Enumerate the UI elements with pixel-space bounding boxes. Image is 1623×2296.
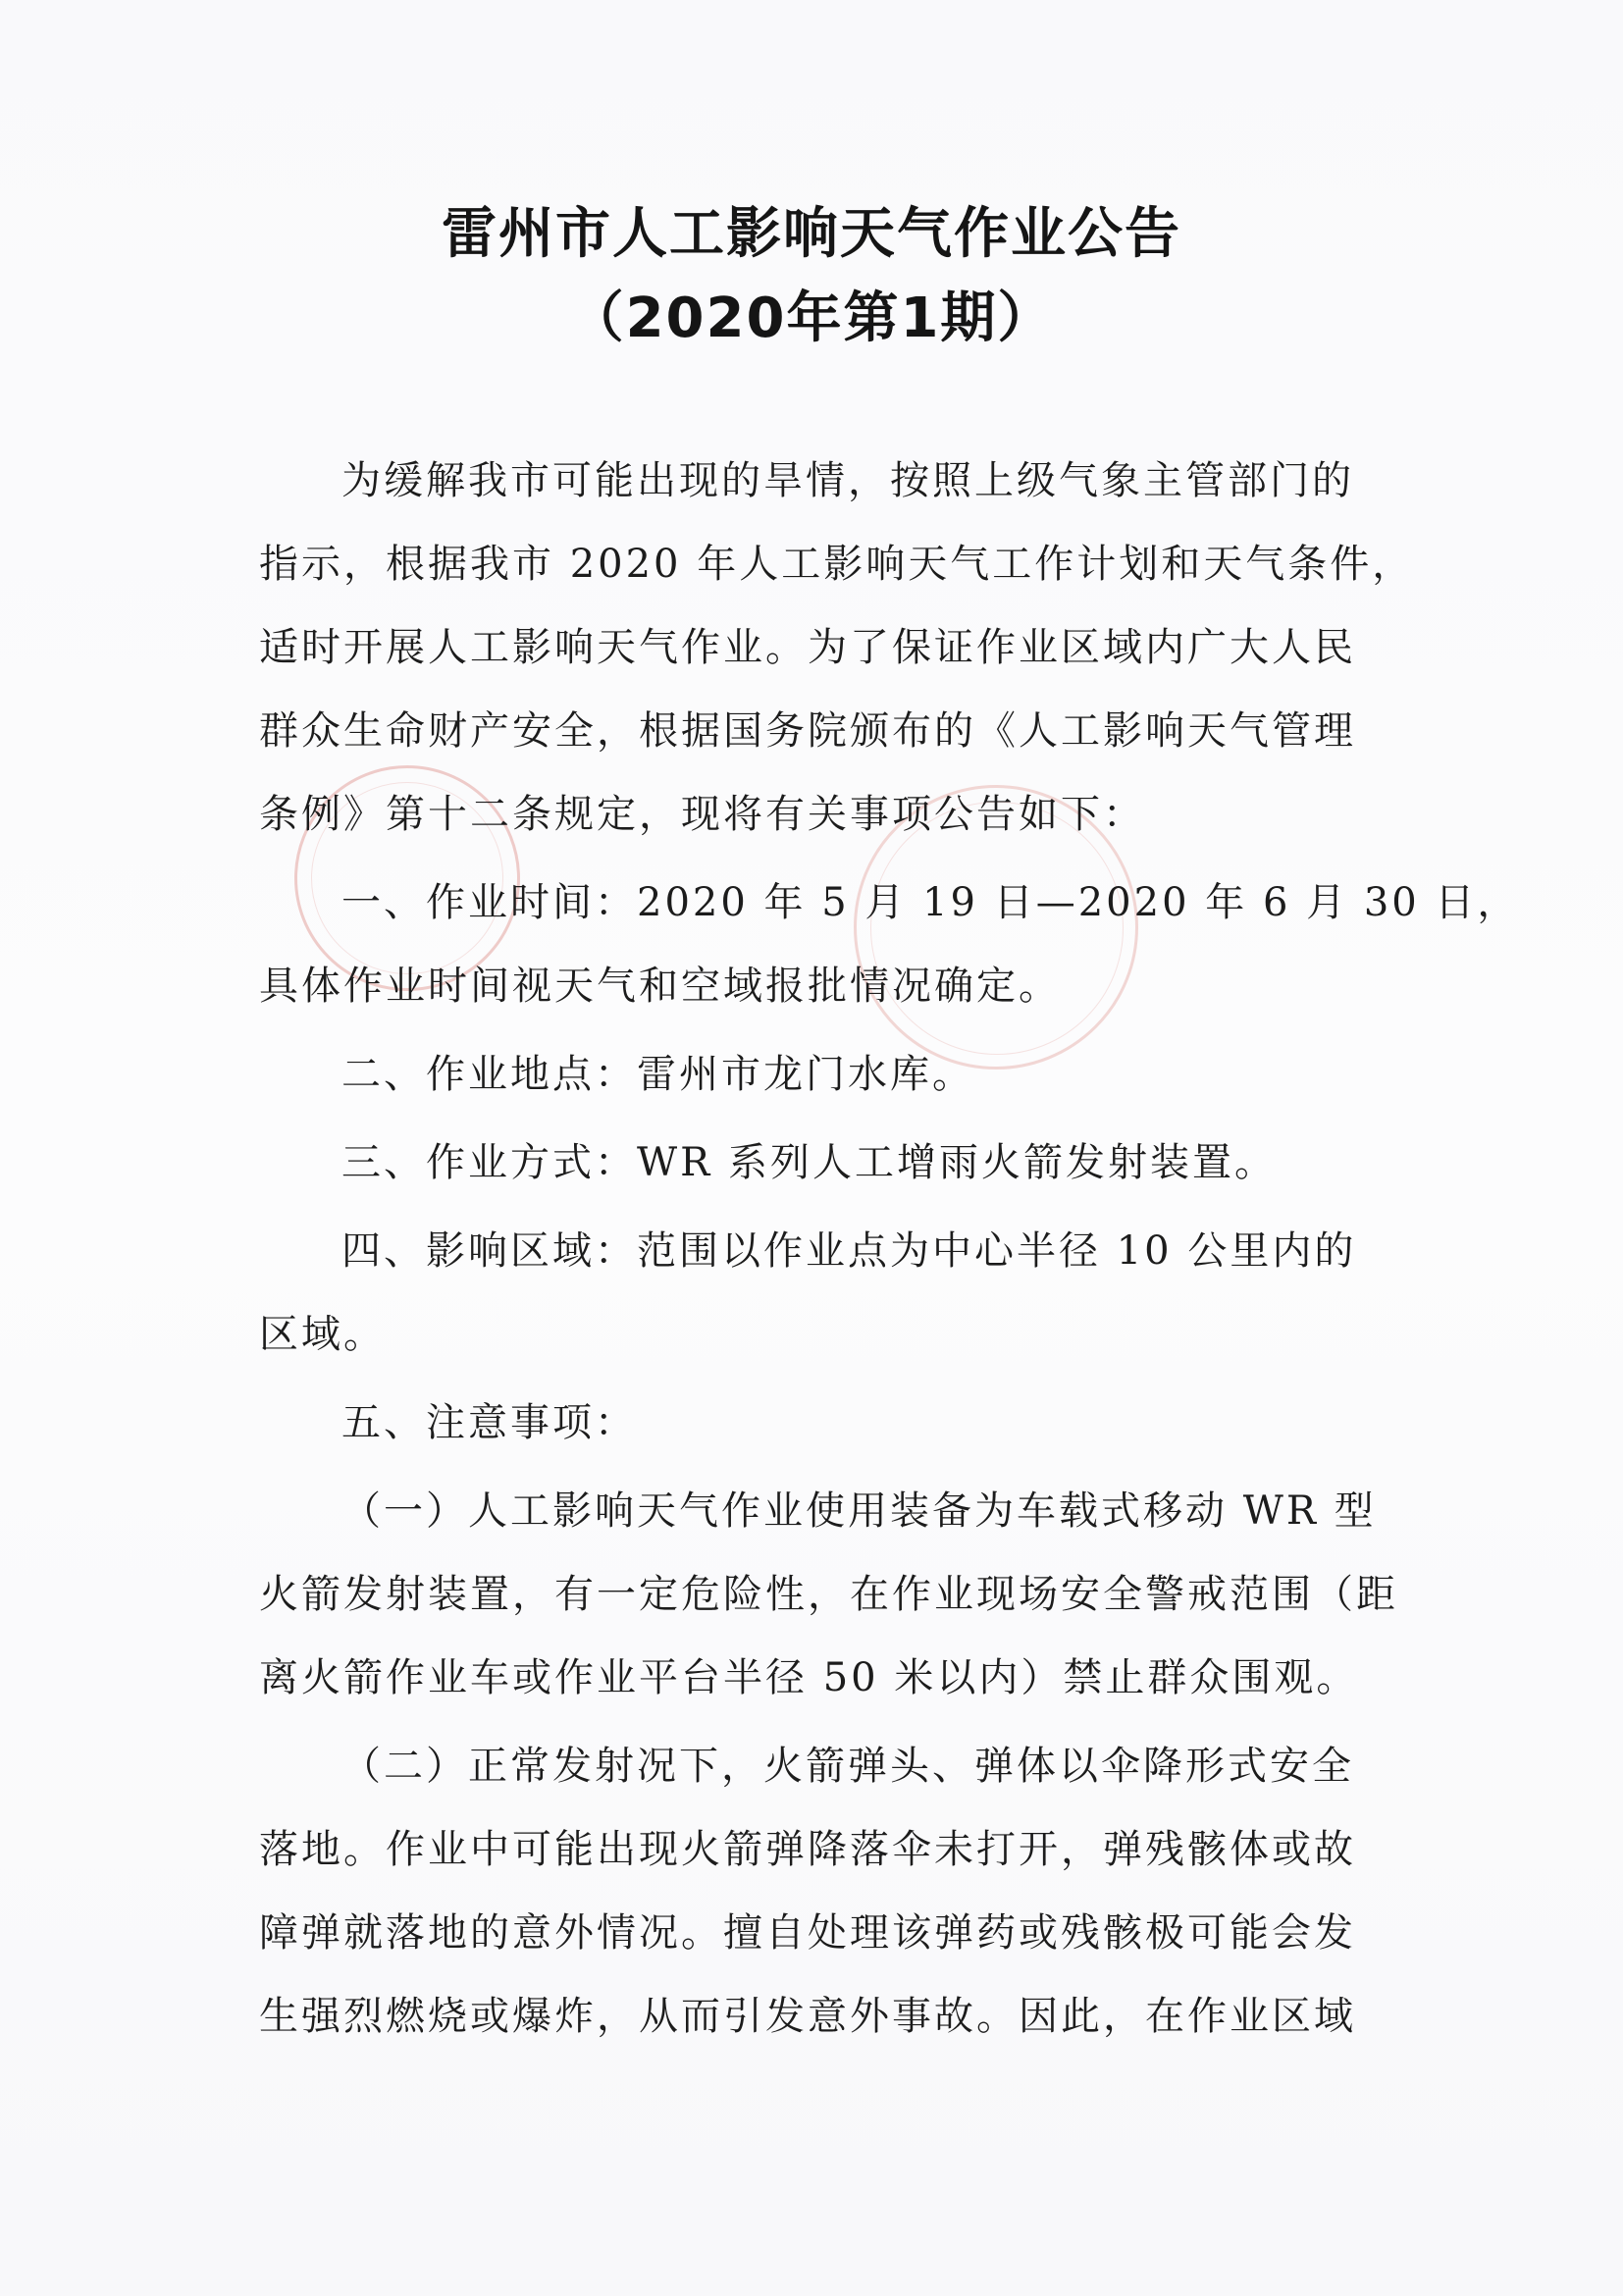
- document-title: 雷州市人工影响天气作业公告: [442, 202, 1181, 266]
- note-1: （一）人工影响天气作业使用装备为车载式移动 WR 型: [341, 1488, 1377, 1534]
- paragraph-line: 区域。: [259, 1312, 386, 1357]
- paragraph-line: 生强烈燃烧或爆炸，从而引发意外事故。因此，在作业区域: [259, 1994, 1356, 2039]
- section-5-notes: 五、注意事项：: [341, 1400, 637, 1445]
- note-2: （二）正常发射况下，火箭弹头、弹体以伞降形式安全: [341, 1744, 1354, 1789]
- paragraph-line: 条例》第十二条规定，现将有关事项公告如下：: [259, 792, 1145, 837]
- section-1-time: 一、作业时间：2020 年 5 月 19 日—2020 年 6 月 30 日，: [341, 880, 1520, 925]
- paragraph-line: 障弹就落地的意外情况。擅自处理该弹药或残骸极可能会发: [259, 1910, 1356, 1956]
- document-issue: （2020年第1期）: [568, 287, 1055, 350]
- paragraph-line: 群众生命财产安全，根据国务院颁布的《人工影响天气管理: [259, 708, 1356, 754]
- paragraph-line: 落地。作业中可能出现火箭弹降落伞未打开，弹残骸体或故: [259, 1827, 1356, 1872]
- paragraph-line: 为缓解我市可能出现的旱情，按照上级气象主管部门的: [341, 458, 1354, 503]
- paragraph-line: 具体作业时间视天气和空域报批情况确定。: [259, 964, 1061, 1009]
- section-4-area: 四、影响区域：范围以作业点为中心半径 10 公里内的: [341, 1228, 1357, 1274]
- section-3-method: 三、作业方式：WR 系列人工增雨火箭发射装置。: [341, 1140, 1277, 1185]
- paragraph-line: 火箭发射装置，有一定危险性，在作业现场安全警戒范围（距: [259, 1572, 1398, 1617]
- paragraph-line: 适时开展人工影响天气作业。为了保证作业区域内广大人民: [259, 625, 1356, 670]
- paragraph-line: 离火箭作业车或作业平台半径 50 米以内）禁止群众围观。: [259, 1655, 1359, 1700]
- paragraph-line: 指示，根据我市 2020 年人工影响天气工作计划和天气条件，: [259, 542, 1415, 587]
- section-2-location: 二、作业地点：雷州市龙门水库。: [341, 1052, 974, 1097]
